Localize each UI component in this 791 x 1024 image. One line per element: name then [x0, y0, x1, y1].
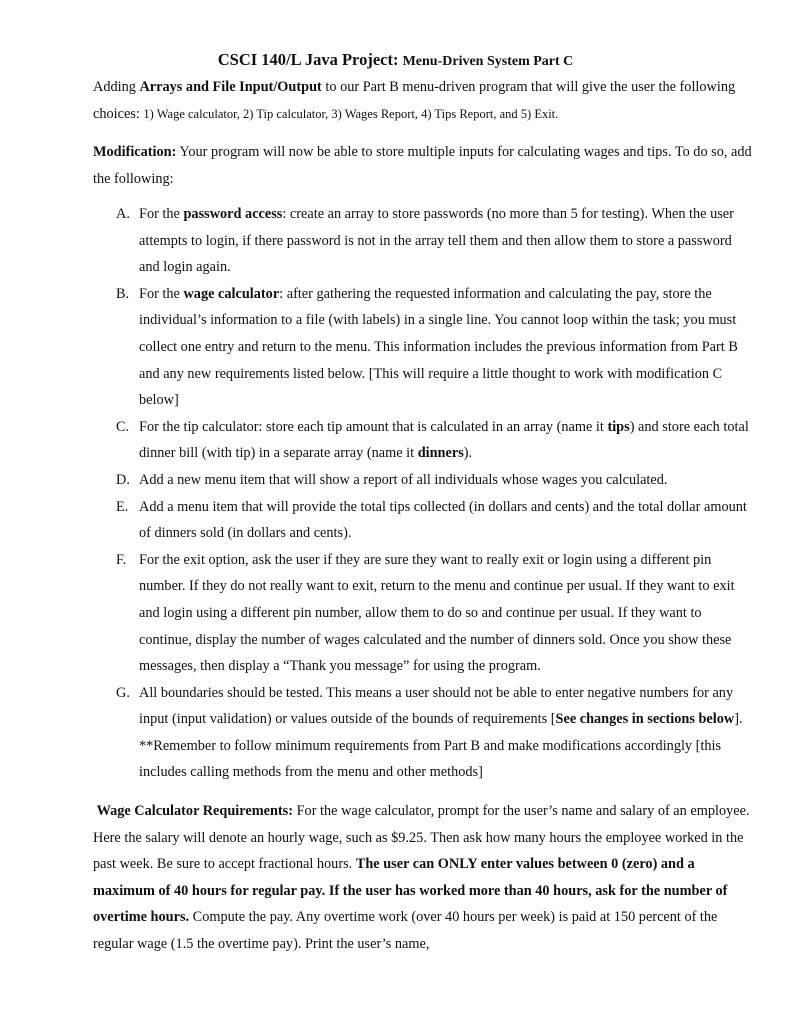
modification-label: Modification: — [93, 144, 177, 160]
list-letter: A. — [116, 206, 130, 222]
modification-text: Your program will now be able to store multiple inputs for calculating wages and tips. To do so, add the following: — [93, 144, 752, 187]
wage-requirements-paragraph — [93, 798, 753, 958]
wage-text-2: Compute the pay. Any overtime work (over 40 hours per week) is paid at 150 percent of the regular wage (1.5 the overtime pay). Print the user’s name, — [93, 909, 718, 952]
item-bold: See changes in sections below — [555, 711, 735, 728]
item-text: For the exit option, ask the user if they are sure they want to really exit or login using a different pin number. If they do not really want to exit, return to the menu and continue per usual. If they want to exit and login using a different pin number, allow them to do so and continue per usual. If they want to continue, display the number of wages calculated and the number of dinners sold. Once you show these messages, then display a “Thank you message” for using the program. — [139, 551, 735, 675]
intro-paragraph — [93, 74, 753, 127]
list-item-d — [93, 467, 753, 494]
list-letter: D. — [116, 471, 130, 488]
list-letter: B. — [116, 285, 130, 302]
requirements-list — [93, 201, 753, 786]
title-main: CSCI 140/L Java Project: — [217, 50, 399, 69]
list-letter: C. — [116, 418, 130, 435]
item-text: ) and store each total dinner bill (with tip) in a separate array (name it — [139, 418, 749, 462]
item-bold: wage calculator — [183, 285, 280, 302]
list-letter: F. — [116, 551, 127, 568]
intro-bold: Arrays and File Input/Output — [139, 79, 322, 95]
title-sub: Menu-Driven System Part C — [402, 54, 574, 69]
item-text: For the — [139, 285, 184, 302]
list-item-b — [93, 281, 753, 414]
list-item-g — [93, 680, 753, 786]
intro-text-2: to our Part B menu-driven program that will give the user the following choices: — [93, 79, 736, 122]
list-item-c — [93, 414, 753, 467]
item-text: Add a menu item that will provide the total tips collected (in dollars and cents) and the total dollar amount of dinners sold (in dollars and cents). — [139, 498, 747, 542]
item-text: ]. **Remember to follow minimum requirements from Part B and make modifications accordingly [this includes calling methods from the menu and other methods] — [139, 711, 743, 781]
list-item-a — [93, 201, 753, 281]
page-title — [0, 50, 791, 70]
wage-bold: The user can ONLY enter values between 0 (zero) and a maximum of 40 hours for regular pay. If the user has worked more than 40 hours, ask for the number of overtime hours. — [93, 856, 728, 926]
list-item-f — [93, 547, 753, 680]
item-text: ). — [463, 445, 473, 462]
wage-text-1: For the wage calculator, prompt for the user’s name and salary of an employee. Here the salary will denote an hourly wage, such as $9.25. Then ask how many hours the employee worked in the past week. Be sure to accept fractional hours. — [93, 803, 750, 873]
wage-label: Wage Calculator Requirements: — [96, 803, 294, 819]
item-text: For the tip calculator: store each tip amount that is calculated in an array (name it — [139, 418, 608, 435]
modification-paragraph — [93, 139, 753, 192]
intro-text-1: Adding — [93, 79, 140, 95]
item-text: Add a new menu item that will show a report of all individuals whose wages you calculated. — [139, 471, 668, 488]
item-bold: tips — [607, 418, 630, 435]
list-letter: E. — [116, 498, 129, 515]
item-text: : create an array to store passwords (no more than 5 for testing). When the user attempts to login, if there password is not in the array tell them and then allow them to store a password and login again. — [139, 206, 734, 276]
item-text: For the — [139, 206, 184, 222]
item-text: All boundaries should be tested. This means a user should not be able to enter negative numbers for any input (input validation) or values outside of the bounds of requirements [ — [139, 684, 734, 728]
list-item-e — [93, 494, 753, 547]
item-text: : after gathering the requested information and calculating the pay, store the individual’s information to a file (with labels) in a single line. You cannot loop within the task; you must collect one entry and return to the menu. This information includes the previous information from Part B and any new requirements listed below. [This will require a little thought to work with modification C below] — [139, 285, 738, 409]
item-bold: password access — [183, 206, 283, 222]
list-letter: G. — [116, 684, 130, 701]
item-bold: dinners — [417, 445, 464, 462]
intro-choices: 1) Wage calculator, 2) Tip calculator, 3) Wages Report, 4) Tips Report, and 5) Exit. — [143, 106, 559, 121]
